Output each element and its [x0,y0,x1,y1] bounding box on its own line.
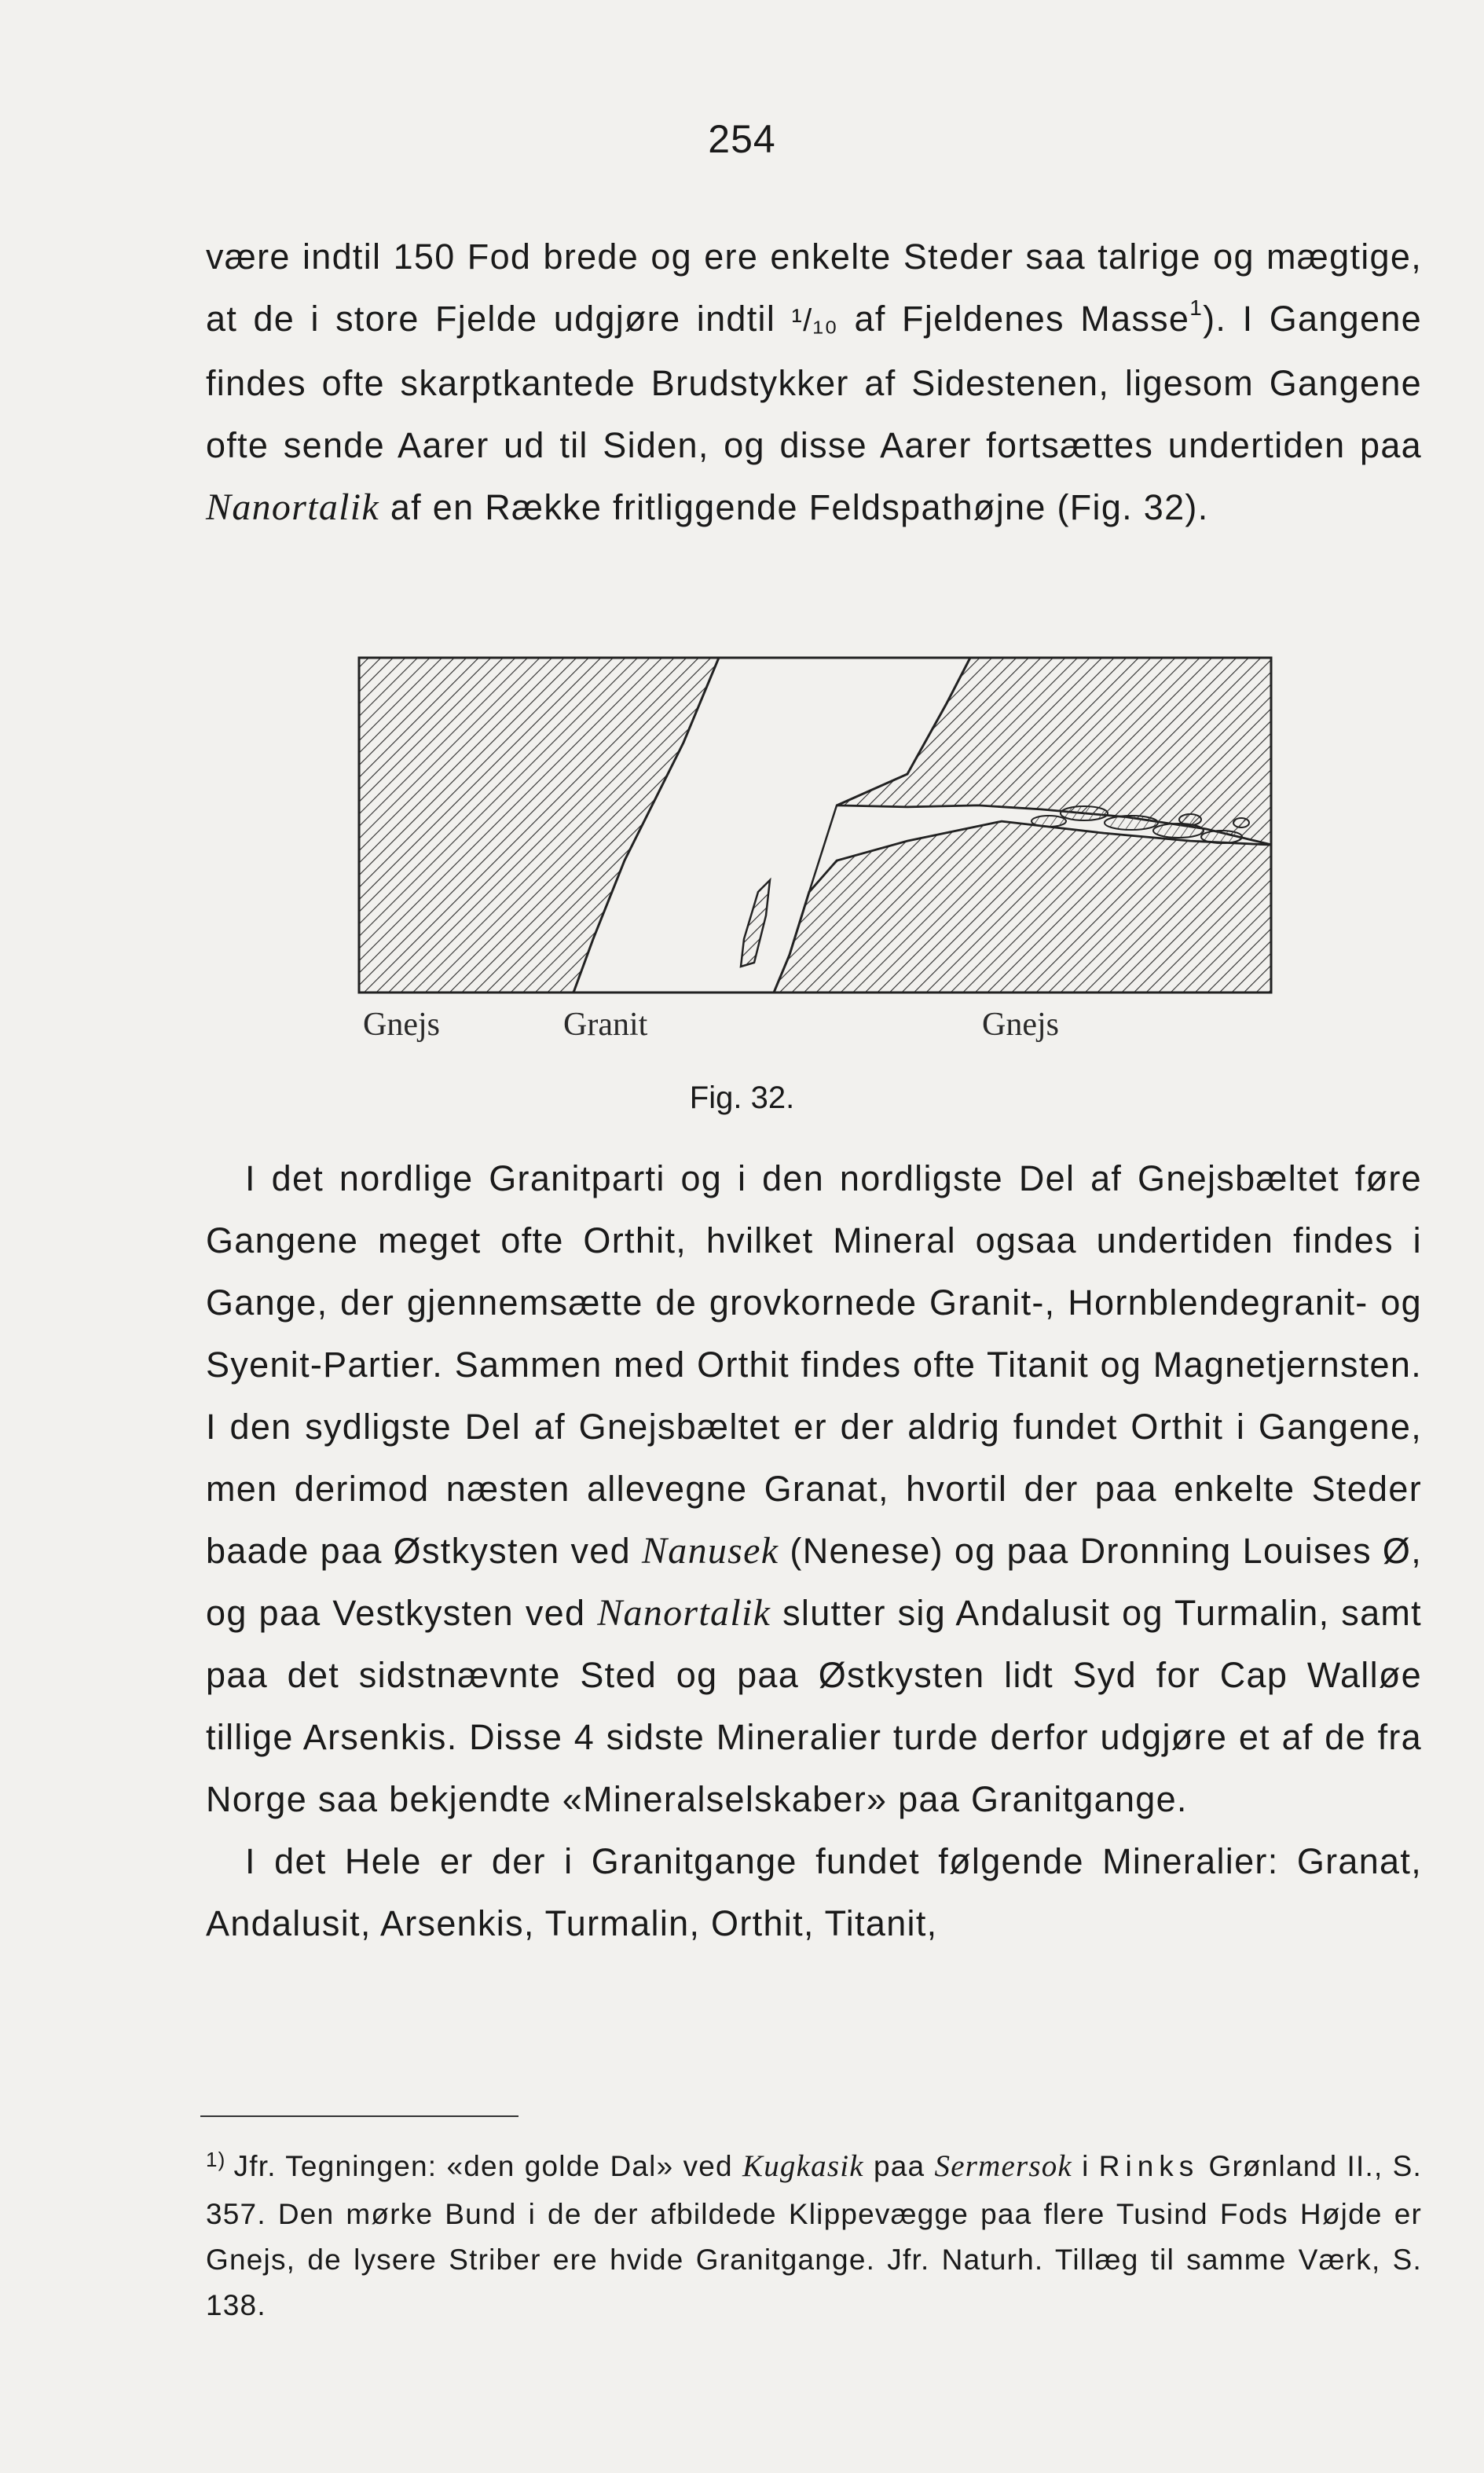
paragraph-3: I det Hele er der i Granitgange fundet følgende Mineralier: Granat, Andalusit, Arsenkis, Turmalin, Orthit, Titanit, [206,1841,1422,1943]
label-gneiss-left: Gnejs [363,1007,440,1043]
text-segment: slutter sig Andalusit og Turmalin, samt paa det sidstnævnte Sted og paa Østkysten lidt Syd for Cap Walløe tillige Arsenkis. Disse 4 sidste Mineralier turde derfor udgjøre et af de fra Norge saa bekjendte «Mineralselskaber» paa Granitgange. [206,1593,1422,1819]
footnote [206,2144,1422,2328]
text-segment: paa [863,2150,935,2182]
text-segment: af en Række fritliggende Feldspathøjne (Fig. 32). [379,487,1209,527]
text-segment: (Nenese) og paa Dronning Louises Ø, og paa Vestkysten ved [206,1531,1423,1633]
figure-caption: Fig. 32. [689,1081,795,1115]
footnote-mark: 1) [206,2148,226,2171]
page-number: 254 [708,117,776,161]
label-gneiss-right: Gnejs [982,1007,1059,1043]
author-name: Rinks [1098,2150,1200,2182]
place-name: Nanusek [641,1530,779,1572]
place-name: Nanortalik [597,1592,771,1634]
text-segment: i [1072,2150,1099,2182]
fraction: ¹/₁₀ [791,303,839,338]
gneiss-left-block [359,658,719,993]
footnote-reference[interactable]: 1 [1189,295,1204,320]
text-segment: Jfr. Tegningen: «den golde Dal» ved [233,2150,743,2182]
gneiss-fragment [741,880,770,967]
label-granite: Granit [563,1007,648,1043]
text-segment: Grønland II., S. 357. Den mørke Bund i de der afbildede Klippevægge paa flere Tusind Fods Højde er Gnejs, de lysere Striber ere hvide Granitgange. Jfr. Naturh. Tillæg til samme Værk, S. 138. [206,2150,1422,2321]
figure-32-illustration [357,656,1273,994]
text-segment: I det nordlige Granitparti og i den nordligste Del af Gnejsbæltet føre Gangene meget ofte Orthit, hvilket Mineral ogsaa undertiden findes i Gange, der gjennemsætte de grovkornede Granit-, Hornblendegranit- og Syenit-Partier. Sammen med Orthit findes ofte Titanit og Magnetjernsten. I den sydligste Del af Gnejsbæltet er der aldrig fundet Orthit i Gangene, men derimod næsten allevegne Granat, hvortil der paa enkelte Steder baade paa Østkysten ved [206,1158,1422,1571]
place-name: Kugkasik [742,2149,864,2183]
paragraph-1 [206,226,1422,538]
footnote-divider [200,2115,518,2117]
figure-labels [0,1006,1484,1053]
place-name: Nanortalik [206,486,380,528]
paragraph-2 [206,1147,1422,1954]
text-segment: af Fjeldenes Masse [838,299,1190,339]
place-name: Sermersok [934,2149,1072,2183]
text-segment: ). I Gangene findes ofte skarptkantede Brudstykker af Sidestenen, ligesom Gangene ofte sende Aarer ud til Siden, og disse Aarer fortsættes undertiden paa [206,299,1422,465]
text-segment: være indtil 150 Fod brede og ere enkelte Steder saa talrige og mægtige, at de i store Fjelde udgjøre indtil [206,237,1422,339]
